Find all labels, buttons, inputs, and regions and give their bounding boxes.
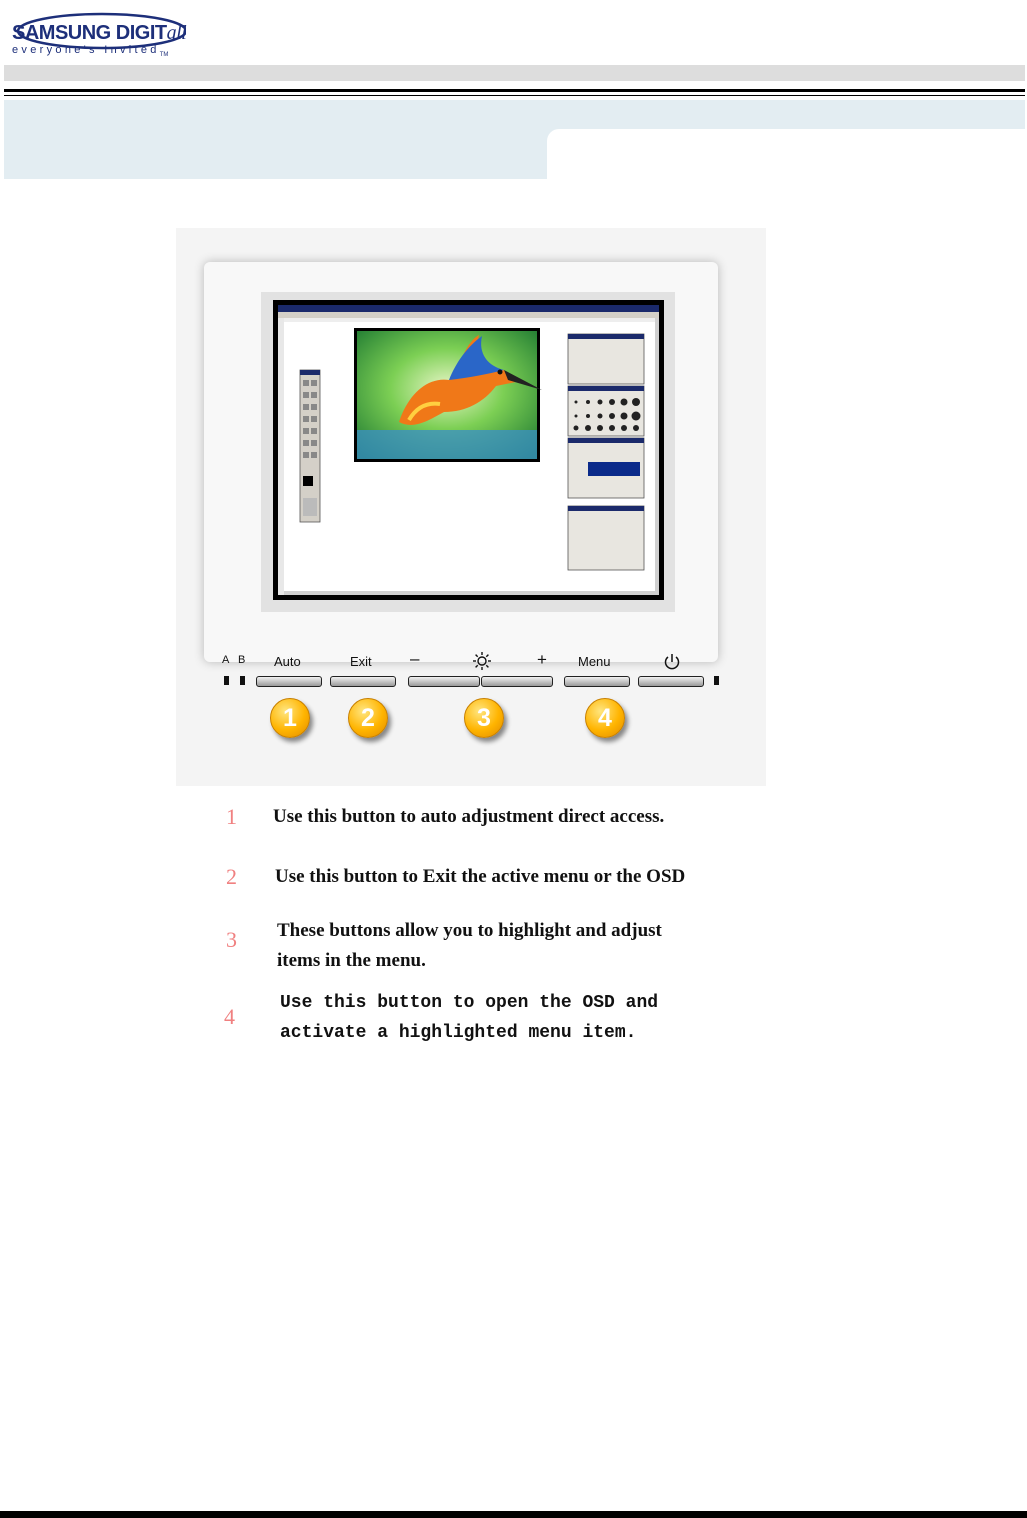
desc-number-3: 3 [226,927,237,952]
indicator-label-b: B [238,654,246,666]
indicator-label-a: A [222,654,230,666]
desc-number-4: 4 [224,1004,235,1029]
header-rule-thin [4,95,1025,96]
monitor-screen-illustration [204,262,718,662]
indicator-led-a [224,676,229,685]
exit-button[interactable] [330,676,396,687]
footer-rule [0,1511,1027,1518]
menu-button[interactable] [564,676,630,687]
indicator-led-b [240,676,245,685]
callout-2: 2 [348,698,388,738]
monitor-bezel [204,262,718,662]
brightness-up-button[interactable] [481,676,553,687]
samsung-logo [8,4,188,60]
auto-button[interactable] [256,676,322,687]
callout-3: 3 [464,698,504,738]
desc-number-1: 1 [226,804,237,829]
power-button[interactable] [638,676,704,687]
header-rule [4,89,1025,92]
plus-label: + [537,650,547,669]
power-icon [663,653,681,671]
minus-label: – [410,649,420,668]
logo-tagline: everyone's Invited$_{TM}$ [12,44,169,59]
desc-text-2: Use this button to Exit the active menu or the OSD [275,866,686,887]
callout-1: 1 [270,698,310,738]
desc-text-1: Use this button to auto adjustment direct access. [273,806,665,827]
front-panel-controls [204,640,734,700]
section-banner-tab [547,129,1025,179]
brightness-sun-icon [472,651,492,671]
desc-text-3: These buttons allow you to highlight and adjust items in the menu. [277,920,662,971]
menu-button-label: Menu [578,654,611,669]
desc-number-2: 2 [226,864,237,889]
header-grey-bar [4,65,1025,81]
logo-wordmark: SAMSUNG DIGITall [12,22,187,44]
exit-button-label: Exit [350,654,372,669]
power-led [714,676,719,685]
callout-4: 4 [585,698,625,738]
desc-text-4: Use this button to open the OSD and activate a highlighted menu item. [280,993,659,1043]
auto-button-label: Auto [274,654,301,669]
brightness-down-button[interactable] [408,676,480,687]
